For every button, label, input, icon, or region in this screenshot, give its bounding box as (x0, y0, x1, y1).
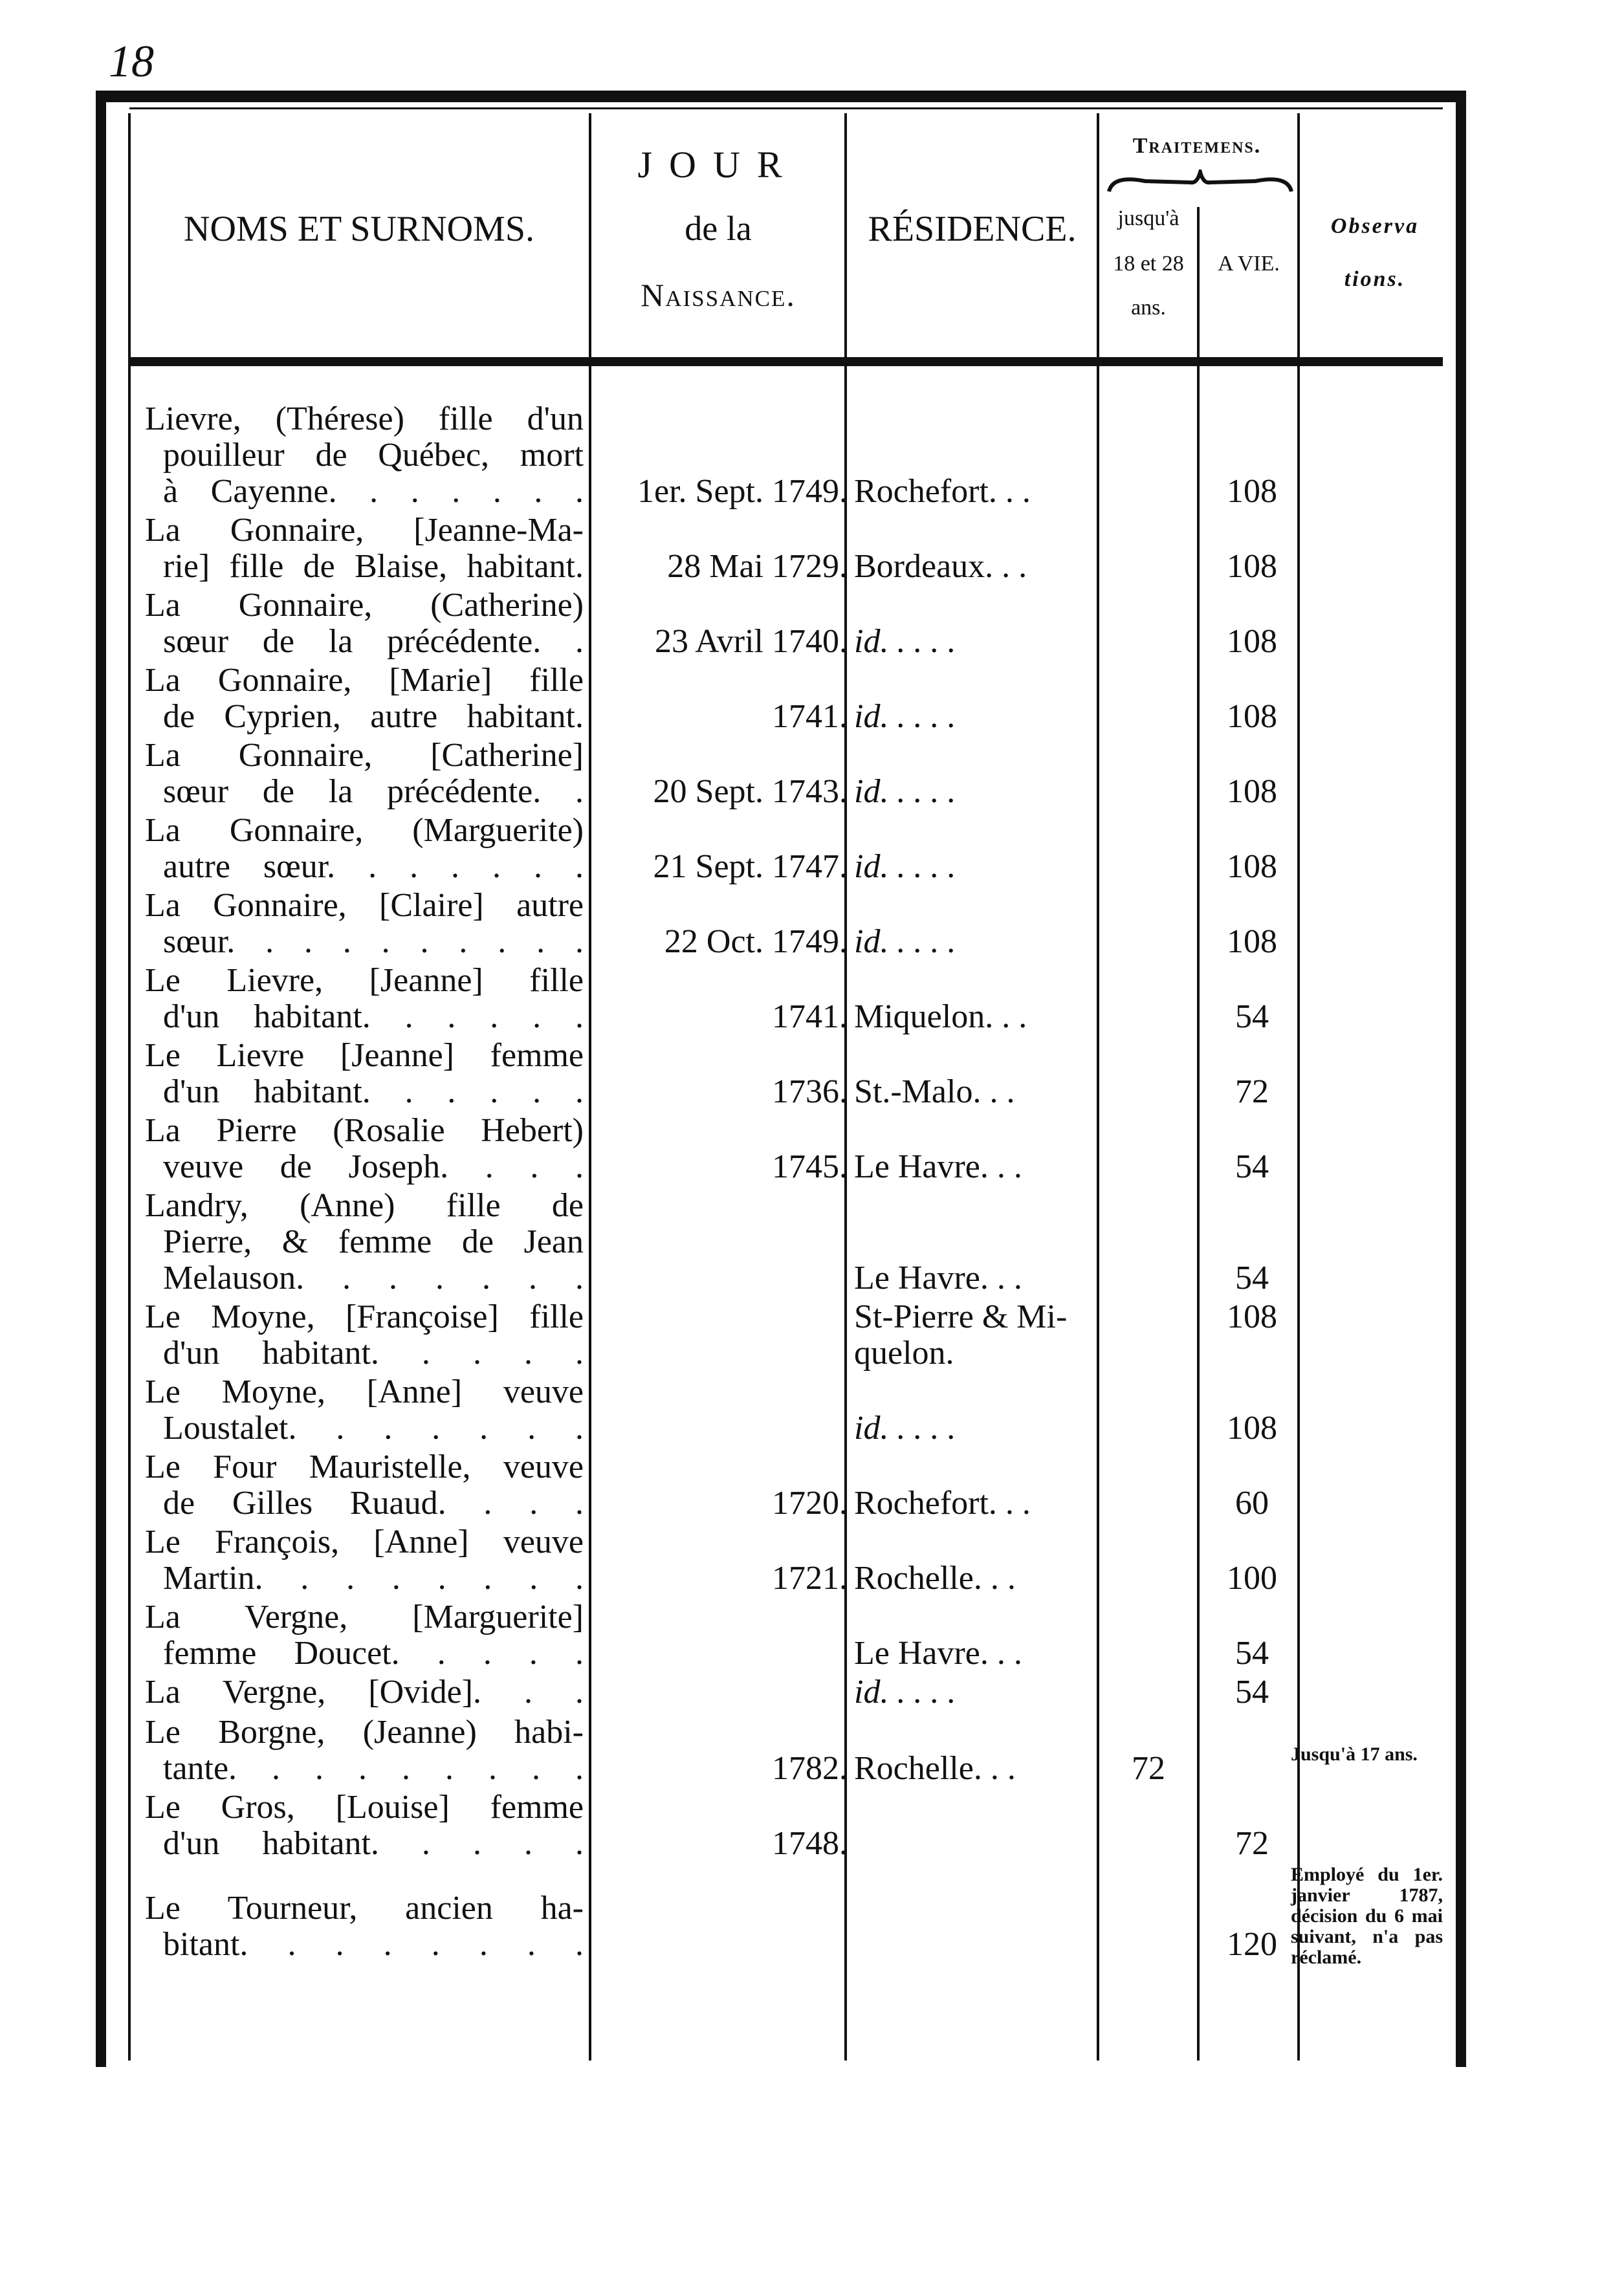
table-row (0, 662, 1602, 735)
pension-for-life: 54 (1235, 1260, 1269, 1296)
pension-for-life: 100 (1227, 1560, 1277, 1597)
header-birth-line1: JOUR (637, 144, 799, 186)
entry-name (145, 1599, 584, 1672)
entry-name-line: d'un habitant. . . . . (163, 1826, 584, 1862)
entry-name-line: autre sœur. . . . . . . (163, 849, 584, 885)
table-row (0, 1714, 1602, 1787)
entry-name-line: La Vergne, [Ovide]. . . (145, 1674, 584, 1711)
entry-name (145, 1374, 584, 1447)
table-row (0, 963, 1602, 1035)
entry-name (145, 1674, 584, 1711)
header-until-line2: 18 et 28 (1113, 252, 1184, 276)
entry-name (145, 1789, 584, 1862)
pension-for-life: 120 (1227, 1926, 1277, 1963)
entry-name-line: Le Moyne, [Françoise] fille (145, 1299, 584, 1335)
pension-for-life: 108 (1227, 548, 1277, 585)
table-row (0, 888, 1602, 960)
entry-name (145, 587, 584, 660)
birth-date: 1748. (772, 1825, 848, 1862)
entry-name (145, 813, 584, 885)
page-number: 18 (109, 37, 154, 87)
table-row (0, 1299, 1602, 1372)
header-observations-line2: tions. (1344, 267, 1406, 291)
residence: Le Havre. . . (854, 1260, 1022, 1296)
entry-name-line: La Gonnaire, (Marguerite) (145, 813, 584, 849)
table-row (0, 813, 1602, 885)
header-treatments: Traitemens. (1132, 134, 1262, 158)
pension-for-life: 72 (1235, 1825, 1269, 1862)
entry-name (145, 1113, 584, 1185)
table-row (0, 1188, 1602, 1296)
entry-name (145, 1890, 584, 1963)
birth-date: 1721. (772, 1560, 848, 1597)
pension-for-life: 108 (1227, 698, 1277, 735)
table-row (0, 1674, 1602, 1711)
header-treatments-brace (1106, 169, 1294, 195)
pension-for-life: 54 (1235, 1635, 1269, 1672)
observation: Jusqu'à 17 ans. (1291, 1744, 1418, 1765)
entry-name-line: sœur de la précédente. . (163, 624, 584, 660)
residence: id. . . . . (854, 773, 956, 810)
entry-name-line: Landry, (Anne) fille de (145, 1188, 584, 1224)
pension-for-life: 108 (1227, 473, 1277, 510)
entry-name-line: La Gonnaire, [Jeanne-Ma- (145, 512, 584, 549)
table-row (0, 1113, 1602, 1185)
birth-date: 23 Avril 1740. (654, 623, 848, 660)
birth-date: 1741. (772, 998, 848, 1035)
table-row (0, 512, 1602, 585)
residence: St-Pierre & Mi- (854, 1298, 1068, 1335)
residence: id. . . . . (854, 848, 956, 885)
entry-name-line: tante. . . . . . . . . (163, 1751, 584, 1787)
header-until-line3: ans. (1131, 296, 1166, 320)
table-row (0, 401, 1602, 510)
entry-name (145, 1714, 584, 1787)
entry-name (145, 401, 584, 510)
entry-name (145, 888, 584, 960)
entry-name-line: Le Moyne, [Anne] veuve (145, 1374, 584, 1410)
entry-name-line: Melauson. . . . . . . (163, 1260, 584, 1296)
residence: Rochefort. . . (854, 1485, 1031, 1522)
entry-name-line: sœur de la précédente. . (163, 774, 584, 810)
residence: id. . . . . (854, 923, 956, 960)
residence: Le Havre. . . (854, 1148, 1022, 1185)
birth-date: 28 Mai 1729. (667, 548, 848, 585)
entry-name (145, 512, 584, 585)
entry-name-line: La Gonnaire, [Catherine] (145, 738, 584, 774)
pension-for-life: 54 (1235, 998, 1269, 1035)
header-until-line1: jusqu'à (1117, 206, 1180, 230)
entry-name (145, 1038, 584, 1110)
entry-name (145, 1449, 584, 1522)
birth-date: 20 Sept. 1743. (653, 773, 848, 810)
entry-name-line: La Gonnaire, (Catherine) (145, 587, 584, 624)
entry-name-line: Le Borgne, (Jeanne) habi- (145, 1714, 584, 1751)
header-names: NOMS ET SURNOMS. (184, 209, 534, 249)
entry-name-line: Le François, [Anne] veuve (145, 1524, 584, 1560)
entry-name-line: Le Lievre [Jeanne] femme (145, 1038, 584, 1074)
entry-name-line: Pierre, & femme de Jean (163, 1224, 584, 1260)
header-birth-line3: Naissance. (641, 277, 796, 313)
entry-name-line: de Cyprien, autre habitant. (163, 699, 584, 735)
pension-for-life: 108 (1227, 923, 1277, 960)
entry-name-line: Lievre, (Thérese) fille d'un (145, 401, 584, 437)
entry-name (145, 1188, 584, 1296)
residence: id. . . . . (854, 1674, 956, 1711)
table-row (0, 1449, 1602, 1522)
entry-name-line: Martin. . . . . . . . (163, 1560, 584, 1597)
entry-name-line: Le Four Mauristelle, veuve (145, 1449, 584, 1485)
table-row (0, 1374, 1602, 1447)
entry-name-line: sœur. . . . . . . . . . (163, 924, 584, 960)
entry-name (145, 662, 584, 735)
entry-name-line: veuve de Joseph. . . . (163, 1149, 584, 1185)
entry-name-line: bitant. . . . . . . . (163, 1927, 584, 1963)
header-for-life: A VIE. (1218, 252, 1280, 276)
birth-date: 1745. (772, 1148, 848, 1185)
residence: id. . . . . (854, 1410, 956, 1447)
table-row (0, 738, 1602, 810)
pension-for-life: 60 (1235, 1485, 1269, 1522)
pension-for-life: 54 (1235, 1148, 1269, 1185)
header-residence: RÉSIDENCE. (868, 209, 1077, 249)
birth-date: 1736. (772, 1073, 848, 1110)
pension-for-life: 108 (1227, 623, 1277, 660)
entry-name-line: Le Tourneur, ancien ha- (145, 1890, 584, 1927)
entry-name-line: d'un habitant. . . . . . (163, 1074, 584, 1110)
entry-name-line: La Gonnaire, [Marie] fille (145, 662, 584, 699)
header-birth-line2: de la (685, 209, 752, 248)
table-row (0, 1599, 1602, 1672)
birth-date: 1741. (772, 698, 848, 735)
residence-cont: quelon. (854, 1335, 954, 1372)
residence: Rochelle. . . (854, 1750, 1016, 1787)
entry-name-line: femme Doucet. . . . . (163, 1635, 584, 1672)
entry-name-line: rie] fille de Blaise, habitant. (163, 549, 584, 585)
birth-date: 1782. (772, 1750, 848, 1787)
residence: id. . . . . (854, 623, 956, 660)
entry-name-line: d'un habitant. . . . . . (163, 999, 584, 1035)
entry-name-line: à Cayenne. . . . . . . (163, 474, 584, 510)
birth-date: 21 Sept. 1747. (653, 848, 848, 885)
residence: id. . . . . (854, 698, 956, 735)
pension-for-life: 54 (1235, 1674, 1269, 1711)
entry-name (145, 963, 584, 1035)
entry-name-line: pouilleur de Québec, mort (163, 437, 584, 474)
birth-date: 1er. Sept. 1749. (637, 473, 848, 510)
residence: Miquelon. . . (854, 998, 1027, 1035)
observation: Employé du 1er. janvier 1787, décision du 6 mai suivant, n'a pas réclamé. (1291, 1864, 1443, 1968)
entry-name-line: de Gilles Ruaud. . . . (163, 1485, 584, 1522)
entry-name-line: Loustalet. . . . . . . (163, 1410, 584, 1447)
table-row (0, 1864, 1602, 1968)
pension-for-life: 72 (1235, 1073, 1269, 1110)
entry-name (145, 1524, 584, 1597)
residence: St.-Malo. . . (854, 1073, 1015, 1110)
entry-name (145, 1299, 584, 1372)
residence: Le Havre. . . (854, 1635, 1022, 1672)
residence: Bordeaux. . . (854, 548, 1027, 585)
pension-for-life: 108 (1227, 848, 1277, 885)
pension-until-age: 72 (1132, 1750, 1165, 1787)
entry-name-line: La Vergne, [Marguerite] (145, 1599, 584, 1635)
table-row (0, 1524, 1602, 1597)
table-row (0, 1789, 1602, 1862)
header-top-rule (129, 107, 1443, 109)
entry-name-line: La Gonnaire, [Claire] autre (145, 888, 584, 924)
birth-date: 22 Oct. 1749. (664, 923, 848, 960)
pension-for-life: 108 (1227, 773, 1277, 810)
pension-for-life: 108 (1227, 1298, 1277, 1335)
residence: Rochelle. . . (854, 1560, 1016, 1597)
pension-for-life: 108 (1227, 1410, 1277, 1447)
table-row (0, 587, 1602, 660)
entry-name (145, 738, 584, 810)
table-row (0, 1038, 1602, 1110)
birth-date: 1720. (772, 1485, 848, 1522)
entry-name-line: Le Gros, [Louise] femme (145, 1789, 584, 1826)
entry-name-line: Le Lievre, [Jeanne] fille (145, 963, 584, 999)
residence: Rochefort. . . (854, 473, 1031, 510)
entry-name-line: d'un habitant. . . . . (163, 1335, 584, 1372)
entry-name-line: La Pierre (Rosalie Hebert) (145, 1113, 584, 1149)
header-observations-line1: Observa (1330, 214, 1420, 238)
